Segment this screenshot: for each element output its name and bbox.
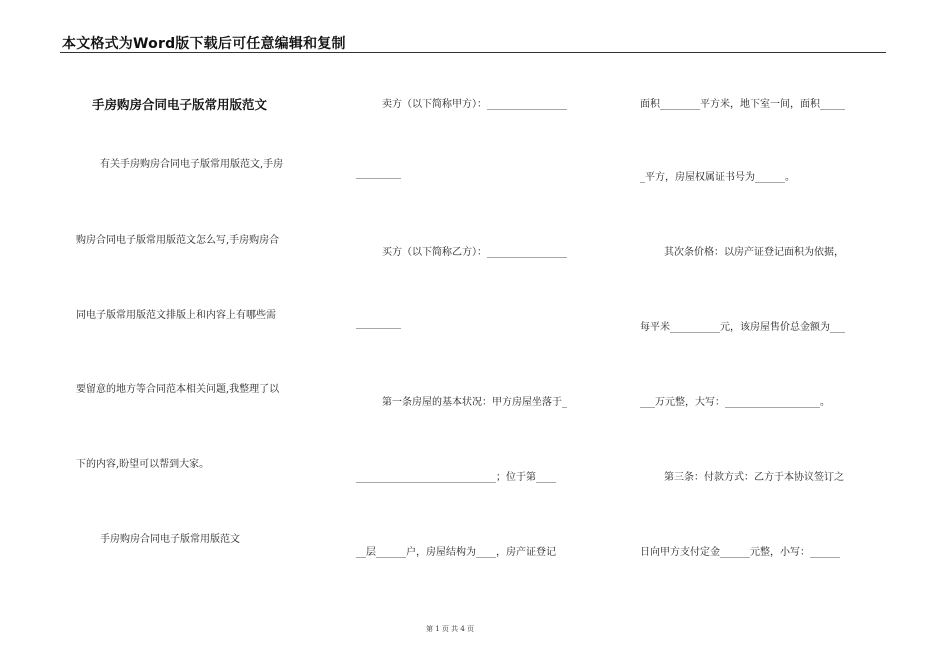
buyer-line: 买方（以下简称乙方）：________________ — [382, 247, 567, 258]
buyer-line-cont: _________ — [356, 318, 401, 329]
seller-line-cont: _________ — [356, 168, 401, 179]
paragraph-line: 下的内容,盼望可以帮到大家。 — [76, 459, 210, 470]
section-heading: 手房购房合同电子版常用版范文 — [100, 534, 240, 545]
paragraph-line: 购房合同电子版常用版范文怎么写,手房购房合 — [76, 235, 280, 246]
seller-line: 卖方（以下简称甲方）：________________ — [382, 99, 567, 110]
clause-1-line: 第一条房屋的基本状况：甲方房屋坐落于_ — [382, 397, 567, 408]
clause-3-line: 第三条：付款方式：乙方于本协议签订之 — [664, 472, 844, 483]
clause-1-line: ____________________________；位于第____ — [356, 472, 556, 483]
document-header: 本文格式为Word版下载后可任意编辑和复制 — [62, 36, 346, 52]
clause-1-line: 面积________平方米，地下室一间，面积_____ — [640, 99, 845, 110]
document-title: 手房购房合同电子版常用版范文 — [92, 97, 268, 112]
paragraph-line: 要留意的地方等合同范本相关问题,我整理了以 — [76, 384, 280, 395]
paragraph-line: 有关手房购房合同电子版常用版范文,手房 — [100, 159, 284, 170]
page-number: 第 1 页 共 4 页 — [425, 625, 475, 633]
clause-2-line: ___万元整，大写：___________________。 — [640, 397, 830, 408]
clause-2-line: 其次条价格：以房产证登记面积为依据， — [664, 247, 844, 258]
paragraph-line: 同电子版常用版范文排版上和内容上有哪些需 — [76, 310, 276, 321]
clause-1-line: _平方，房屋权属证书号为______。 — [640, 172, 795, 183]
clause-2-line: 每平米__________元，该房屋售价总金额为___ — [640, 322, 845, 333]
clause-3-line: 日向甲方支付定金______元整，小写：______ — [640, 547, 840, 558]
clause-1-line: __层______户，房屋结构为____，房产证登记 — [356, 547, 556, 558]
header-divider — [60, 52, 886, 53]
